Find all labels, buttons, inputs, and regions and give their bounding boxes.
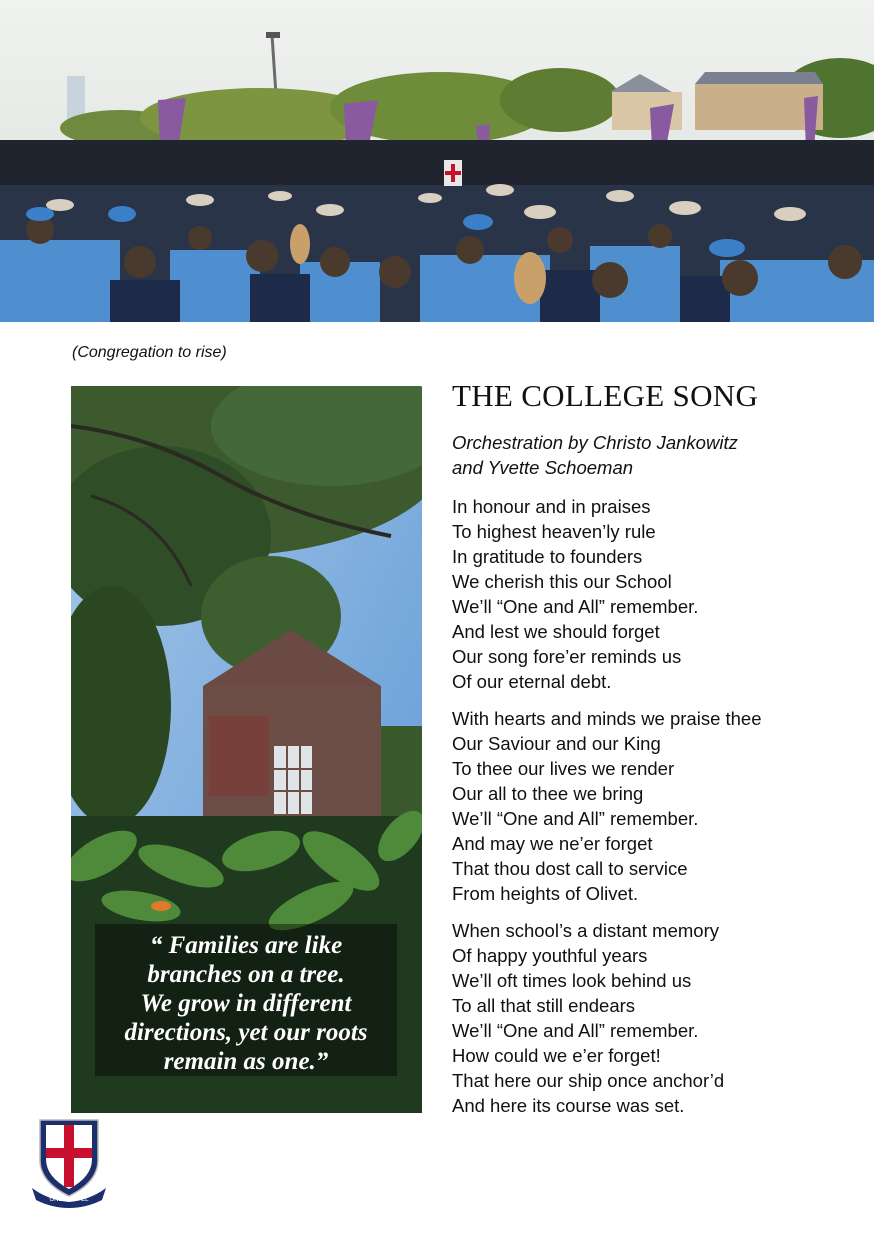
lyric-line: That thou dost call to service — [452, 858, 688, 879]
lyric-line: How could we e’er forget! — [452, 1045, 661, 1066]
congregation-instruction: (Congregation to rise) — [72, 344, 227, 361]
lyric-line: When school’s a distant memory — [452, 920, 719, 941]
lyric-line: We’ll “One and All” remember. — [452, 808, 699, 829]
lyric-line: To all that still endears — [452, 995, 636, 1016]
lyric-line: That here our ship once anchor’d — [452, 1070, 725, 1091]
lyric-line: To thee our lives we render — [452, 758, 675, 779]
verse-2 — [452, 706, 852, 906]
quote-line: remain as one.” — [163, 1048, 329, 1075]
lyric-line: And lest we should forget — [452, 621, 660, 642]
family-quote — [89, 931, 403, 1076]
ceremony-crowd-photo — [0, 0, 874, 322]
lyric-line: We’ll oft times look behind us — [452, 970, 692, 991]
lyric-line: Of happy youthful years — [452, 945, 648, 966]
lyric-line: From heights of Olivet. — [452, 883, 639, 904]
lyric-line: In gratitude to founders — [452, 546, 643, 567]
quote-line: branches on a tree. — [147, 961, 345, 988]
song-credit — [452, 430, 738, 480]
lyric-line: We’ll “One and All” remember. — [452, 1020, 699, 1041]
quote-line: “ Families are like — [149, 932, 343, 959]
lyric-line: And may we ne’er forget — [452, 833, 653, 854]
song-title: THE COLLEGE SONG — [452, 378, 759, 413]
credit-line: Orchestration by Christo Jankowitz — [452, 432, 738, 453]
crest-motto: ONE AND ALL — [49, 1197, 89, 1203]
lyric-line: Our song fore’er reminds us — [452, 646, 682, 667]
song-lyrics — [452, 494, 852, 1130]
verse-1 — [452, 494, 852, 694]
lyric-line: We cherish this our School — [452, 571, 672, 592]
credit-line: and Yvette Schoeman — [452, 457, 634, 478]
lyric-line: Our Saviour and our King — [452, 733, 661, 754]
lyric-line: With hearts and minds we praise thee — [452, 708, 762, 729]
verse-3 — [452, 918, 852, 1118]
chapel-photo — [71, 386, 422, 1113]
lyric-line: To highest heaven’ly rule — [452, 521, 656, 542]
quote-line: We grow in different — [140, 990, 352, 1017]
school-crest — [28, 1116, 110, 1213]
lyric-line: Of our eternal debt. — [452, 671, 612, 692]
lyric-line: Our all to thee we bring — [452, 783, 644, 804]
lyric-line: We’ll “One and All” remember. — [452, 596, 699, 617]
lyric-line: In honour and in praises — [452, 496, 651, 517]
quote-line: directions, yet our roots — [124, 1019, 368, 1046]
lyric-line: And here its course was set. — [452, 1095, 685, 1116]
